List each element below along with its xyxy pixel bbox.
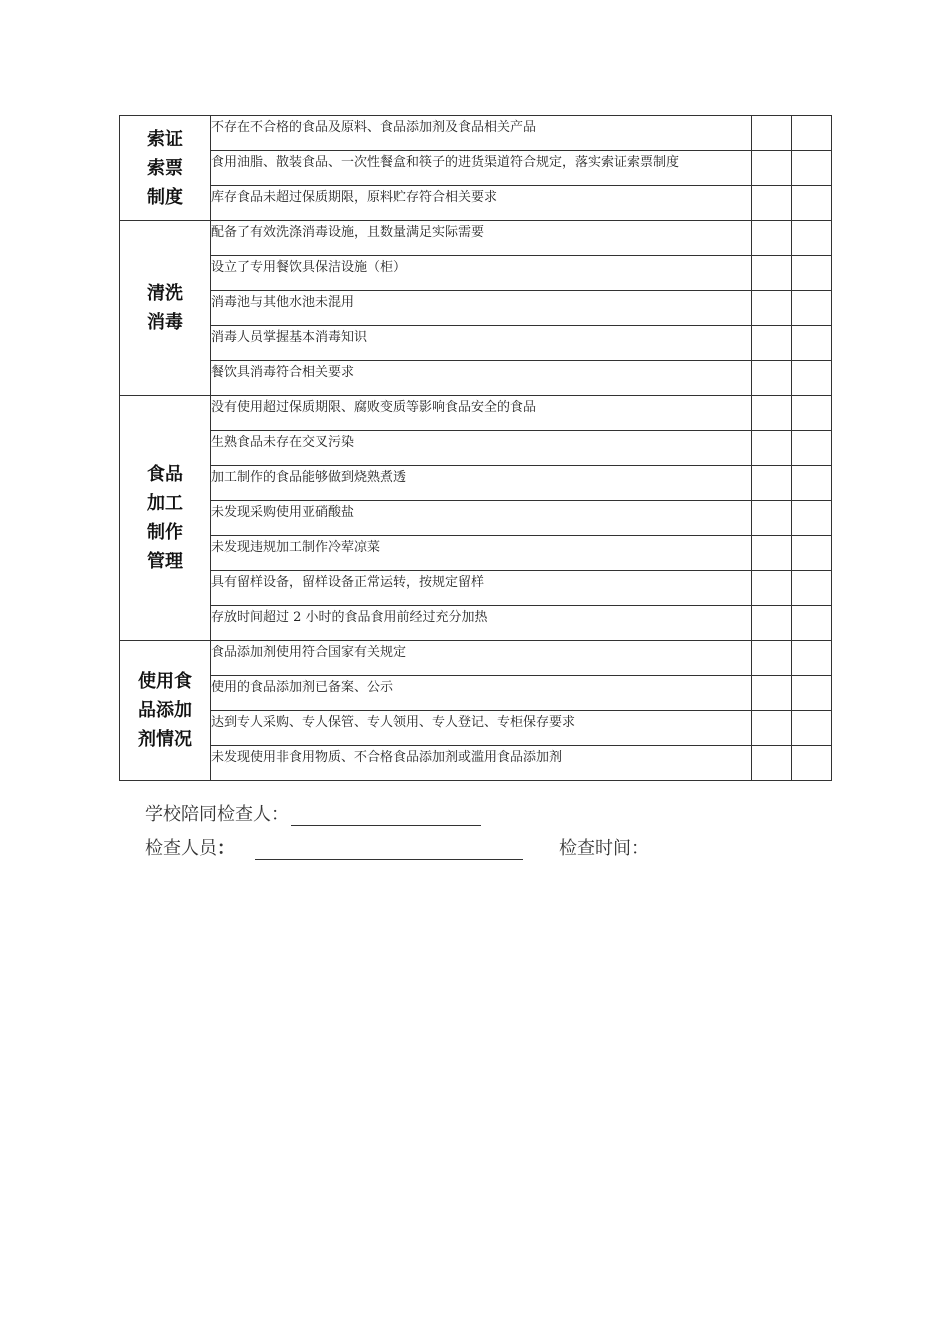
category-line: 索证 — [147, 128, 183, 150]
result-cell-b[interactable] — [792, 711, 832, 746]
table-row — [120, 746, 832, 781]
check-item: 餐饮具消毒符合相关要求 — [211, 361, 752, 396]
result-cell-a[interactable] — [752, 186, 792, 221]
result-cell-b[interactable] — [792, 221, 832, 256]
check-item: 未发现采购使用亚硝酸盐 — [211, 501, 752, 536]
accompany-inspector-blank[interactable] — [291, 807, 481, 826]
result-cell-a[interactable] — [752, 676, 792, 711]
check-item: 使用的食品添加剂已备案、公示 — [211, 676, 752, 711]
table-row — [120, 326, 832, 361]
inspector-blank[interactable] — [255, 841, 523, 860]
category-line: 清洗 — [147, 283, 183, 304]
check-item: 不存在不合格的食品及原料、食品添加剂及食品相关产品 — [211, 116, 752, 151]
category-cell — [120, 221, 211, 396]
result-cell-b[interactable] — [792, 256, 832, 291]
table-row — [120, 606, 832, 641]
checklist-body — [120, 116, 832, 781]
result-cell-b[interactable] — [792, 291, 832, 326]
check-item: 生熟食品未存在交叉污染 — [211, 431, 752, 466]
category-cell — [120, 116, 211, 221]
result-cell-b[interactable] — [792, 186, 832, 221]
result-cell-a[interactable] — [752, 431, 792, 466]
result-cell-b[interactable] — [792, 151, 832, 186]
category-line: 食品 — [147, 464, 183, 485]
result-cell-a[interactable] — [752, 256, 792, 291]
result-cell-a[interactable] — [752, 746, 792, 781]
category-line: 制作 — [147, 522, 183, 543]
category-line: 消毒 — [147, 312, 183, 333]
result-cell-b[interactable] — [792, 571, 832, 606]
table-row — [120, 711, 832, 746]
table-row — [120, 396, 832, 431]
result-cell-b[interactable] — [792, 361, 832, 396]
result-cell-a[interactable] — [752, 221, 792, 256]
result-cell-b[interactable] — [792, 501, 832, 536]
category-line: 使用食 — [138, 671, 192, 692]
check-item: 食用油脂、散装食品、一次性餐盒和筷子的进货渠道符合规定，落实索证索票制度 — [211, 151, 752, 186]
result-cell-a[interactable] — [752, 116, 792, 151]
category-line: 制度 — [147, 186, 183, 208]
result-cell-b[interactable] — [792, 536, 832, 571]
result-cell-a[interactable] — [752, 711, 792, 746]
table-row — [120, 291, 832, 326]
result-cell-b[interactable] — [792, 326, 832, 361]
result-cell-a[interactable] — [752, 571, 792, 606]
inspector-line — [145, 834, 649, 860]
table-row — [120, 501, 832, 536]
result-cell-a[interactable] — [752, 536, 792, 571]
result-cell-b[interactable] — [792, 676, 832, 711]
result-cell-b[interactable] — [792, 746, 832, 781]
check-item: 库存食品未超过保质期限，原料贮存符合相关要求 — [211, 186, 752, 221]
check-item: 未发现违规加工制作冷荤凉菜 — [211, 536, 752, 571]
category-cell — [120, 396, 211, 641]
result-cell-a[interactable] — [752, 396, 792, 431]
result-cell-a[interactable] — [752, 641, 792, 676]
check-item: 消毒人员掌握基本消毒知识 — [211, 326, 752, 361]
result-cell-b[interactable] — [792, 606, 832, 641]
check-item: 未发现使用非食用物质、不合格食品添加剂或滥用食品添加剂 — [211, 746, 752, 781]
inspector-label: 检查人员 — [145, 838, 217, 859]
result-cell-a[interactable] — [752, 151, 792, 186]
category-line: 索票 — [147, 157, 183, 179]
check-item: 食品添加剂使用符合国家有关规定 — [211, 641, 752, 676]
category-line: 加工 — [147, 493, 183, 514]
category-line: 管理 — [147, 551, 183, 572]
table-row — [120, 151, 832, 186]
result-cell-a[interactable] — [752, 501, 792, 536]
check-item: 消毒池与其他水池未混用 — [211, 291, 752, 326]
result-cell-b[interactable] — [792, 116, 832, 151]
check-item: 加工制作的食品能够做到烧熟煮透 — [211, 466, 752, 501]
table-row — [120, 256, 832, 291]
check-item: 配备了有效洗涤消毒设施，且数量满足实际需要 — [211, 221, 752, 256]
result-cell-b[interactable] — [792, 641, 832, 676]
result-cell-a[interactable] — [752, 466, 792, 501]
check-item: 具有留样设备，留样设备正常运转，按规定留样 — [211, 571, 752, 606]
category-line: 剂情况 — [138, 729, 192, 750]
table-row — [120, 186, 832, 221]
check-item: 达到专人采购、专人保管、专人领用、专人登记、专柜保存要求 — [211, 711, 752, 746]
result-cell-a[interactable] — [752, 361, 792, 396]
accompany-inspector-line — [145, 800, 481, 826]
inspection-checklist-table — [119, 115, 832, 781]
table-row — [120, 361, 832, 396]
table-row — [120, 431, 832, 466]
table-row — [120, 641, 832, 676]
check-item: 设立了专用餐饮具保洁设施（柜） — [211, 256, 752, 291]
check-item: 存放时间超过 2 小时的食品食用前经过充分加热 — [211, 606, 752, 641]
result-cell-b[interactable] — [792, 396, 832, 431]
result-cell-a[interactable] — [752, 291, 792, 326]
category-line: 品添加 — [138, 700, 192, 721]
accompany-inspector-label: 学校陪同检查人： — [145, 804, 289, 825]
result-cell-a[interactable] — [752, 326, 792, 361]
table-row — [120, 116, 832, 151]
result-cell-b[interactable] — [792, 466, 832, 501]
table-row — [120, 676, 832, 711]
inspection-time-label: 检查时间： — [559, 838, 649, 859]
table-row — [120, 571, 832, 606]
inspector-colon: ： — [217, 838, 235, 859]
check-item: 没有使用超过保质期限、腐败变质等影响食品安全的食品 — [211, 396, 752, 431]
category-cell — [120, 641, 211, 781]
table-row — [120, 536, 832, 571]
table-row — [120, 221, 832, 256]
result-cell-a[interactable] — [752, 606, 792, 641]
table-row — [120, 466, 832, 501]
result-cell-b[interactable] — [792, 431, 832, 466]
